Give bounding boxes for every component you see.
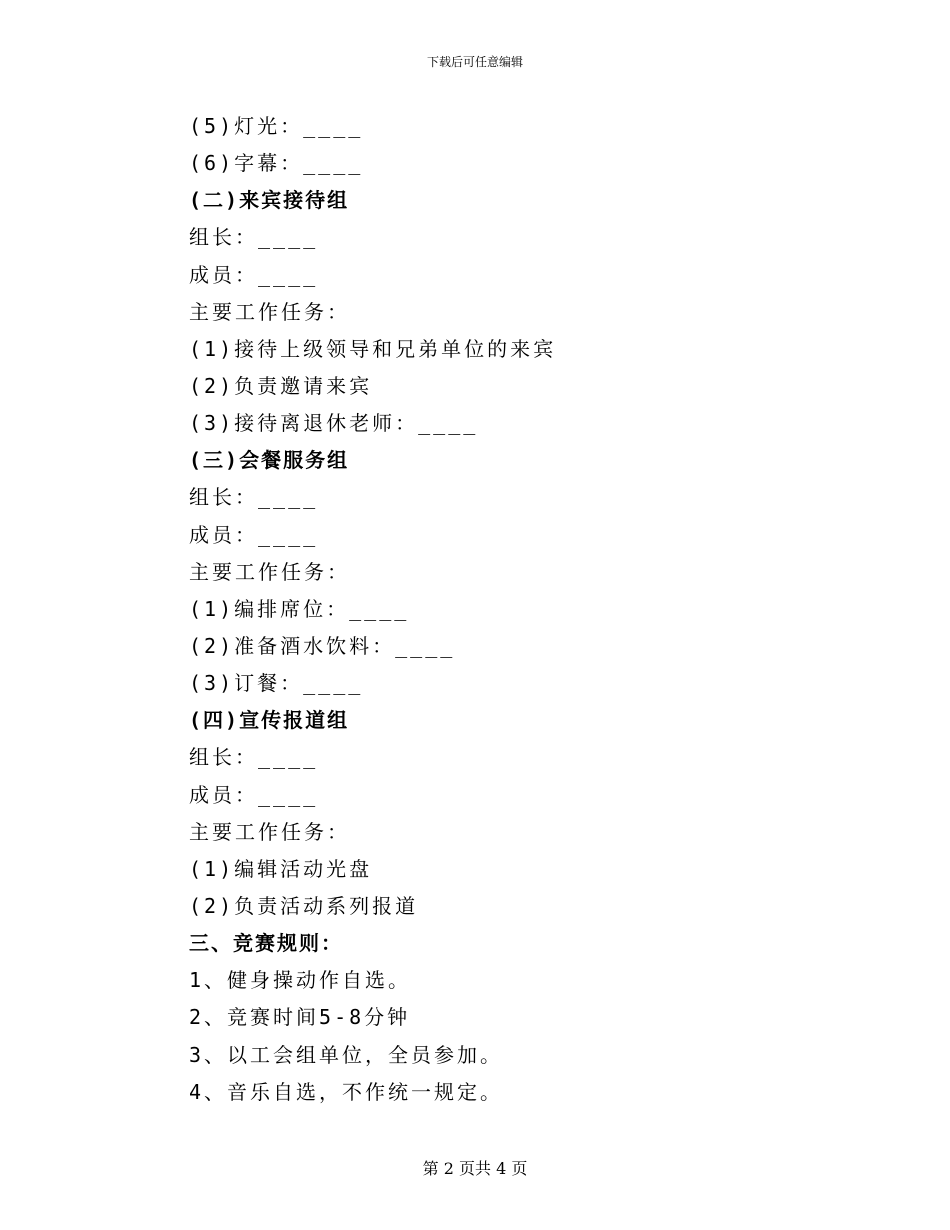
body-line: 组长：____ bbox=[189, 485, 319, 510]
body-line: 主要工作任务： bbox=[189, 299, 350, 324]
section-heading: 三、竞赛规则： bbox=[189, 931, 343, 956]
body-line: 成员：____ bbox=[189, 262, 319, 287]
body-line: (1)编辑活动光盘 bbox=[189, 856, 373, 881]
body-line: (2)负责邀请来宾 bbox=[189, 373, 373, 398]
section-heading: (四)宣传报道组 bbox=[189, 708, 350, 733]
body-line: (3)订餐：____ bbox=[189, 671, 364, 696]
document-body bbox=[189, 108, 889, 1111]
body-line: (5)灯光：____ bbox=[189, 114, 364, 138]
body-line: (1)接待上级领导和兄弟单位的来宾 bbox=[189, 336, 557, 361]
body-line: 组长：____ bbox=[189, 225, 319, 250]
body-line: 成员：____ bbox=[189, 782, 319, 807]
body-line: (1)编排席位：____ bbox=[189, 596, 410, 621]
body-line: 主要工作任务： bbox=[189, 559, 350, 584]
page-footer: 第 2 页共 4 页 bbox=[422, 1159, 528, 1178]
body-line: 主要工作任务： bbox=[189, 819, 350, 844]
section-heading: (二)来宾接待组 bbox=[189, 188, 350, 213]
body-line: 成员：____ bbox=[189, 522, 319, 547]
body-line: 2、竞赛时间5-8分钟 bbox=[189, 1005, 411, 1030]
body-line: (2)负责活动系列报道 bbox=[189, 893, 419, 918]
body-line: 4、音乐自选，不作统一规定。 bbox=[189, 1079, 504, 1104]
body-line: 3、以工会组单位，全员参加。 bbox=[189, 1042, 504, 1067]
page-header: 下载后可任意编辑 bbox=[426, 55, 523, 69]
body-line: (6)字幕：____ bbox=[189, 151, 364, 176]
body-line: 1、健身操动作自选。 bbox=[189, 968, 412, 993]
body-line: 组长：____ bbox=[189, 745, 319, 770]
body-line: (3)接待离退休老师：____ bbox=[189, 411, 479, 436]
section-heading: (三)会餐服务组 bbox=[189, 448, 350, 473]
body-line: (2)准备酒水饮料：____ bbox=[189, 633, 456, 658]
